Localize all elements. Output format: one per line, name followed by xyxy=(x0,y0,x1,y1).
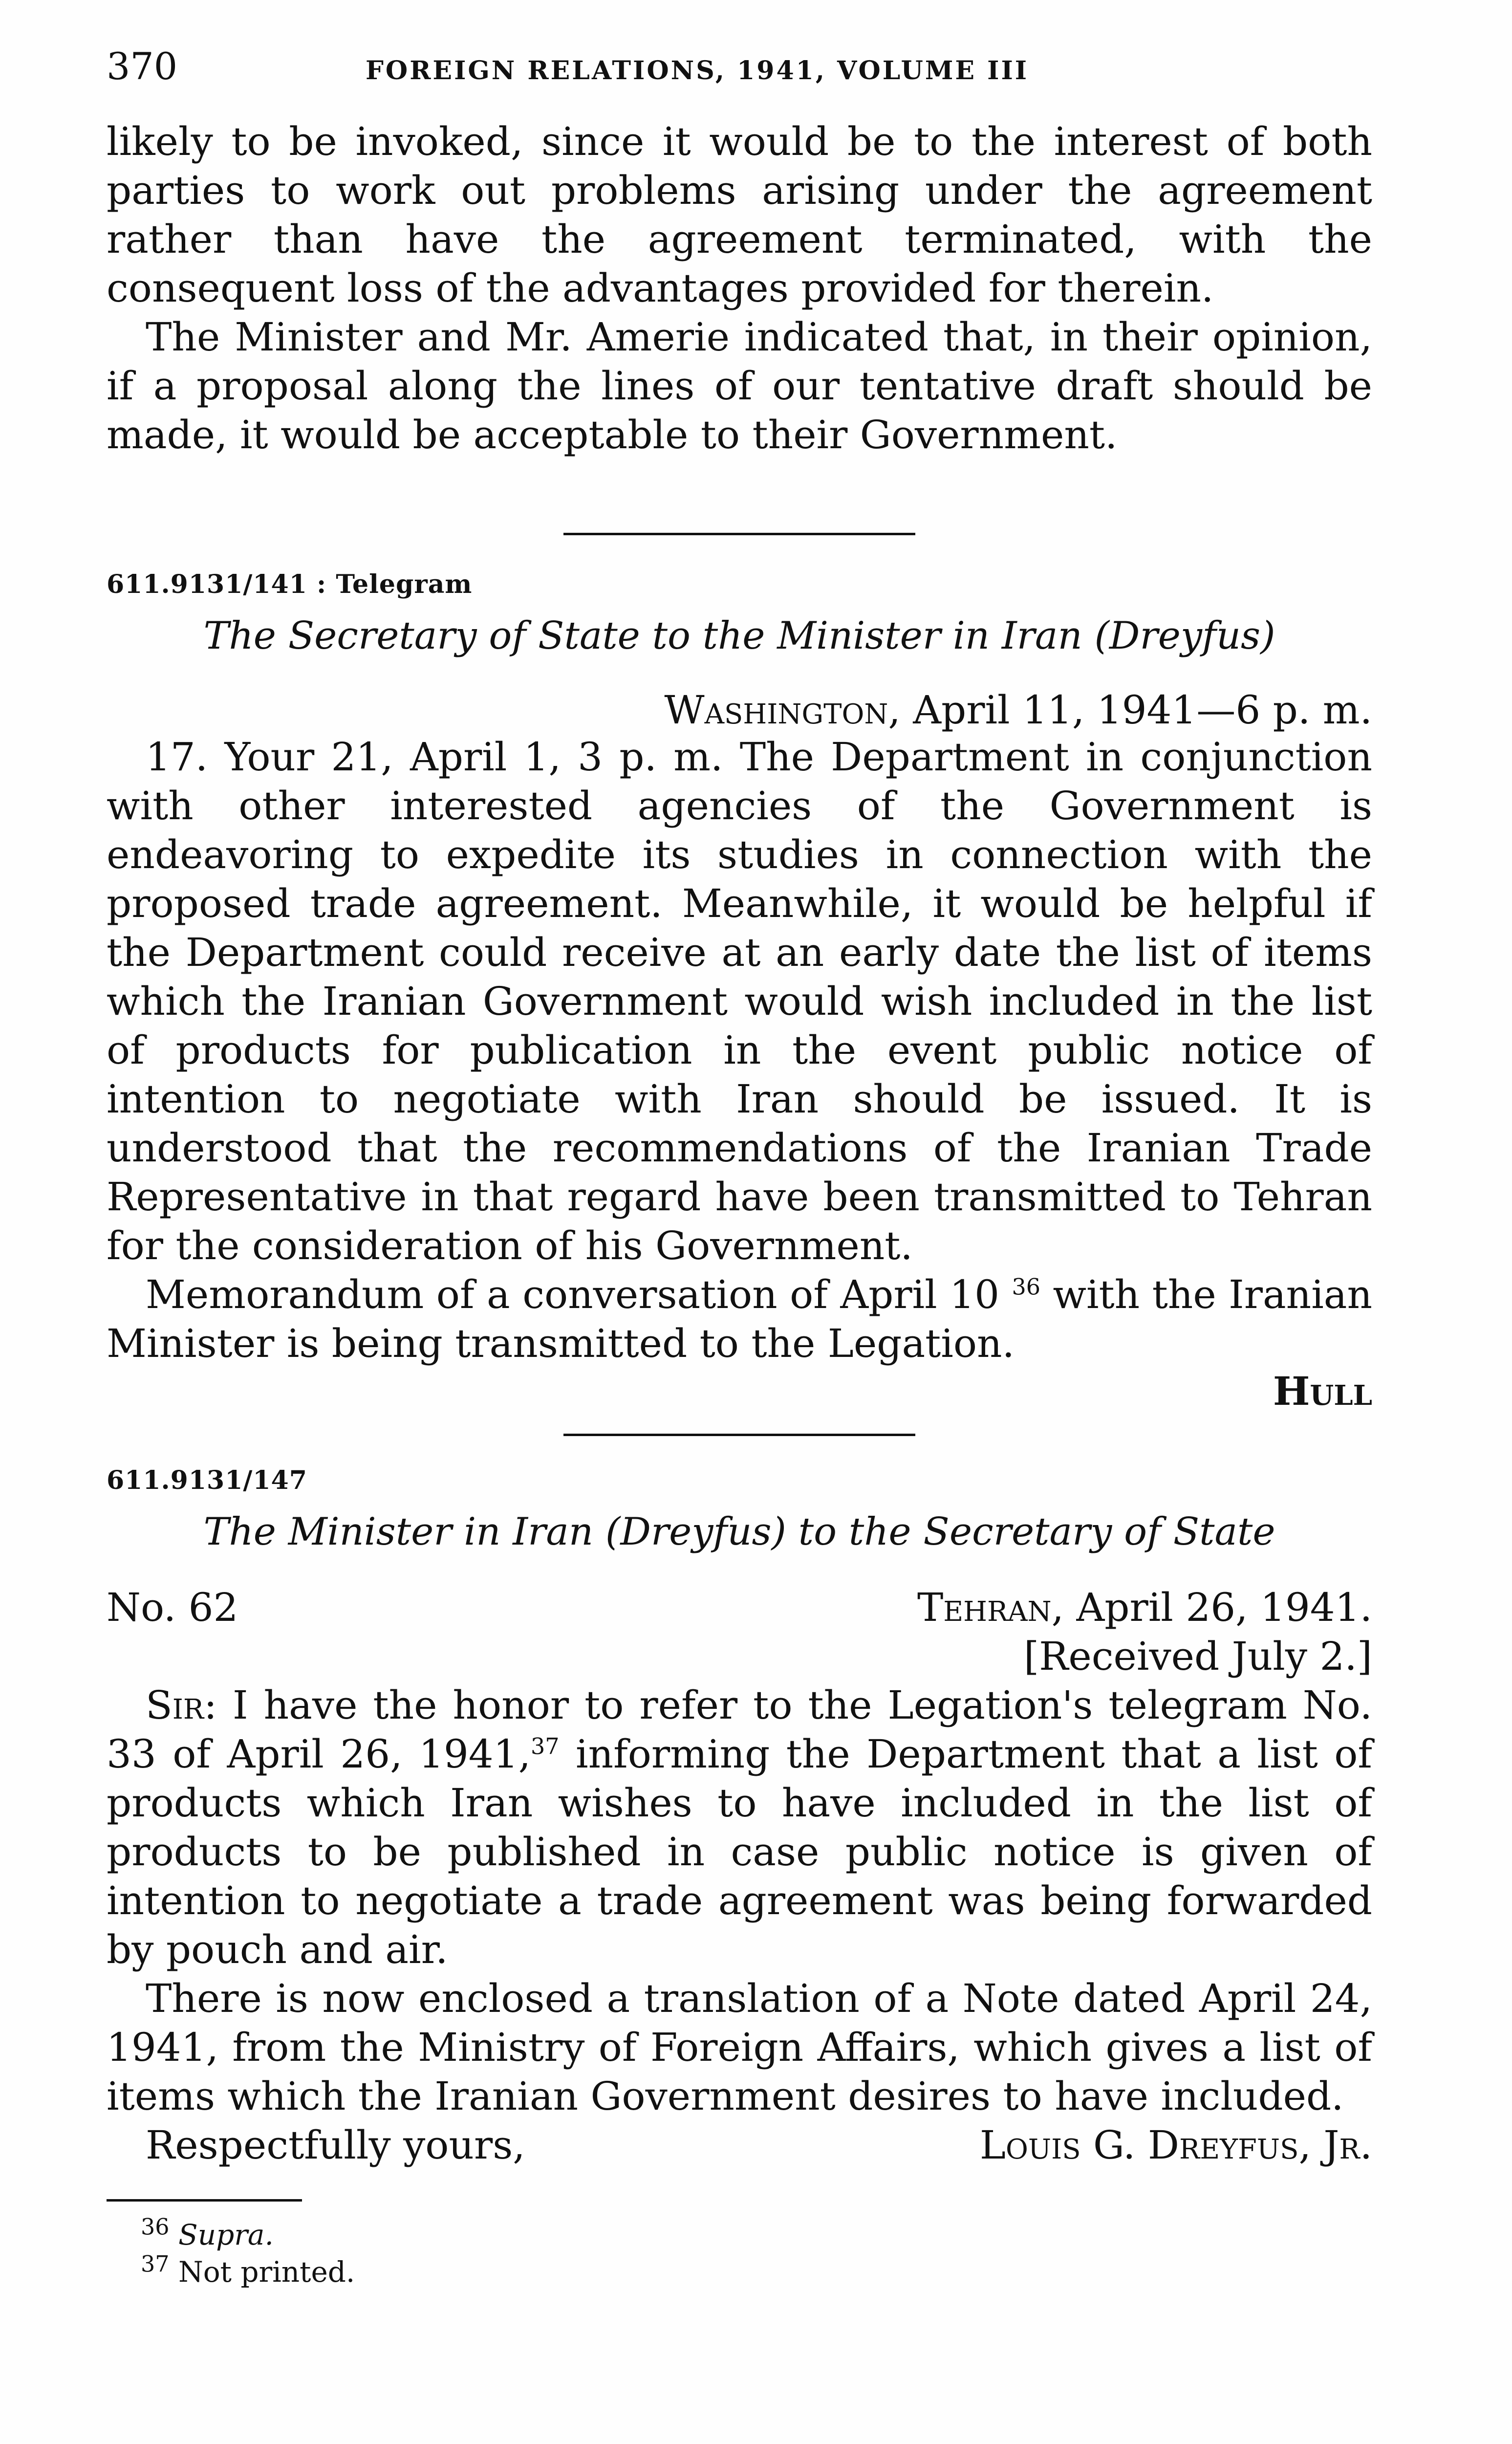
letter-paragraph: Sir: I have the honor to refer to the Legation's telegram No. 33 of April 26, 1941,37 informing the Department that a list of products which Iran wishes to have included in the list of products to be published in case public notice is given of intention to negotiate a trade agreement was being forwarded by pouch and air. xyxy=(107,1682,1372,1972)
salutation: Sir xyxy=(146,1682,204,1728)
file-kind: : Telegram xyxy=(317,569,473,599)
continuation-paragraph: likely to be invoked, since it would be to the interest of both parties to work out problems arising under the agreement rather than have the agreement terminated, with the consequent loss of the advantages provided for therein. xyxy=(107,119,1372,311)
footnote-ref: 37 xyxy=(531,1733,560,1760)
dateline-place: Washington, xyxy=(664,687,901,733)
document-title: The Secretary of State to the Minister in Iran (Dreyfus) xyxy=(203,614,1275,658)
telegram-paragraph: Memorandum of a conversation of April 10 $^{36}$ with the Iranian Minister is being transmitted to the Legation. xyxy=(107,1272,1372,1366)
received-date: [Received July 2.] xyxy=(1023,1634,1372,1679)
footnote xyxy=(141,2250,1372,2291)
dateline-place: Tehran, xyxy=(917,1585,1064,1630)
page-number: 370 xyxy=(107,44,178,88)
telegram-paragraph: 17. Your 21, April 1, 3 p. m. The Department in conjunction with other interested agencies of the Government is endeavoring to expedite its studies in connection with the proposed trade agreement. Meanwhile, it would be helpful if the Department could receive at an early date the list of items which the Iranian Government would wish included in the list of products for publication in the event public notice of intention to negotiate with Iran should be issued. It is understood that the recommendations of the Iranian Trade Representative in that regard have been transmitted to Tehran for the consideration of his Government. xyxy=(107,734,1372,1268)
file-number: 611.9131/141 xyxy=(107,569,307,599)
page-header xyxy=(107,44,1372,117)
document-page xyxy=(107,44,1372,2291)
signature: Hull xyxy=(1273,1368,1372,1414)
footnote-mark: 37 xyxy=(141,2250,170,2277)
number-and-dateline xyxy=(107,1583,1372,1632)
footnote-text: Supra. xyxy=(178,2218,274,2251)
despatch-number: No. 62 xyxy=(107,1585,238,1630)
letter-paragraph: There is now enclosed a translation of a Note dated April 24, 1941, from the Ministry of Foreign Affairs, which gives a list of items which the Iranian Government desires to have included. xyxy=(107,1976,1372,2119)
file-reference xyxy=(107,569,1372,599)
footnote-ref: 36 xyxy=(1012,1273,1040,1300)
dateline-date: April 11, 1941—6 p. m. xyxy=(913,687,1372,733)
file-reference: 611.9131/147 xyxy=(107,1465,307,1495)
document-title: The Minister in Iran (Dreyfus) to the Secretary of State xyxy=(203,1510,1275,1554)
closing-line xyxy=(107,2121,1372,2170)
signature: Louis G. Dreyfus, Jr. xyxy=(979,2122,1372,2168)
footnote-text: Not printed. xyxy=(178,2255,355,2289)
footnote-mark: 36 xyxy=(141,2213,170,2240)
running-head: FOREIGN RELATIONS, 1941, VOLUME III xyxy=(366,56,1029,86)
complimentary-close: Respectfully yours, xyxy=(146,2122,525,2168)
dateline xyxy=(917,1583,1372,1632)
continuation-paragraph: The Minister and Mr. Amerie indicated that, in their opinion, if a proposal along the lines of our tentative draft should be made, it would be acceptable to their Government. xyxy=(107,314,1372,458)
dateline-date: April 26, 1941. xyxy=(1076,1585,1372,1630)
footnote xyxy=(141,2213,1372,2253)
dateline xyxy=(107,687,1372,733)
